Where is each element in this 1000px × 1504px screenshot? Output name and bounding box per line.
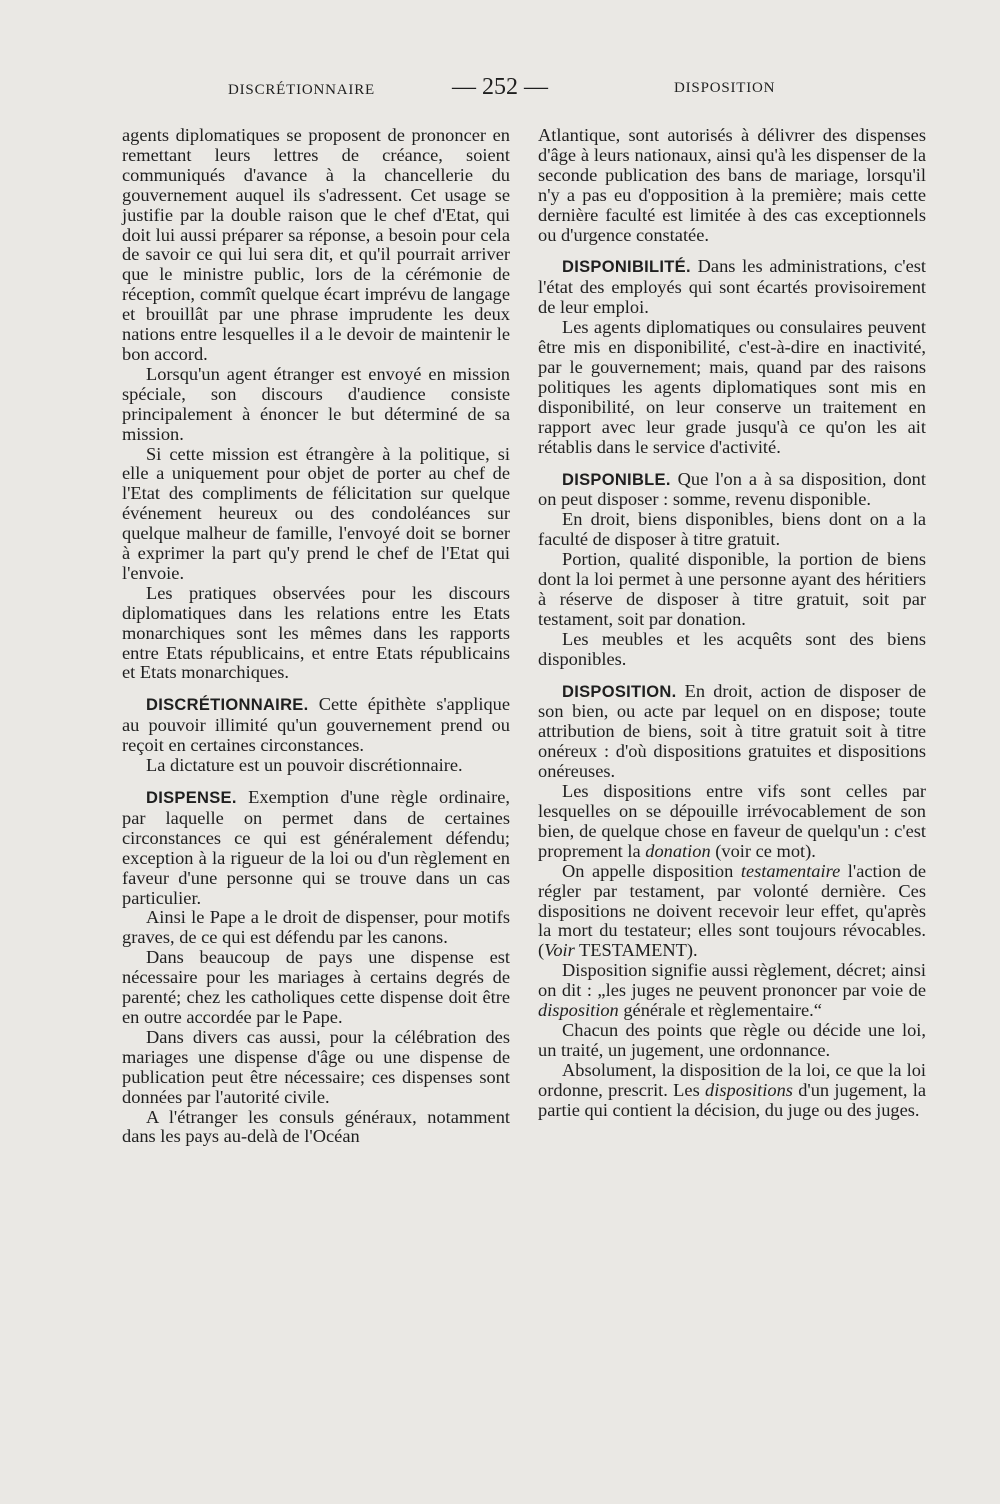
paragraph: Dans divers cas aussi, pour la célébration des mariages une dispense d'âge ou une dispense de publication peut être nécessaire; ces dispenses sont données par l'autorité civile.: [122, 1026, 510, 1107]
entry-text: En droit, action de disposer de son bien, ou acte par lequel on en dispose; toute attribution de biens, soit à titre gratuit soit à titre onéreux : d'où dispositions gratuites et dispositions onéreuses.: [538, 680, 926, 782]
page-number: — 252 —: [452, 74, 548, 100]
paragraph: Les meubles et les acquêts sont des biens disponibles.: [538, 628, 926, 669]
header-right-word: DISPOSITION: [674, 80, 776, 96]
paragraph: Ainsi le Pape a le droit de dispenser, pour motifs graves, de ce qui est défendu par les canons.: [122, 907, 510, 948]
paragraph: Chacun des points que règle ou décide une loi, un traité, un jugement, une ordonnance.: [538, 1019, 926, 1060]
headword: DISPENSE.: [146, 789, 237, 807]
paragraph: La dictature est un pouvoir discrétionnaire.: [146, 755, 463, 776]
entry-disponibilite: [538, 257, 926, 318]
entry-text: Que l'on a à sa disposition, dont on peut disposer : somme, revenu disponible.: [538, 468, 926, 510]
text-run: d'un jugement, la partie qui contient la décision, du juge ou des juges.: [538, 1079, 926, 1120]
entry-dispense: [122, 788, 510, 908]
entry-text: Cette épithète s'applique au pouvoir illimité qu'un gouvernement prend ou reçoit en certaines circonstances.: [122, 694, 510, 756]
italic-term: Voir: [544, 940, 575, 961]
paragraph: Atlantique, sont autorisés à délivrer des dispenses d'âge à leurs nationaux, ainsi qu'à les dispenser de la seconde publication des bans de mariage, lorsqu'il n'y a pas eu d'opposition à la première; mais cette dernière faculté est limitée à des cas exceptionnels ou d'urgence constatée.: [538, 125, 926, 245]
paragraph: A l'étranger les consuls généraux, notamment dans les pays au-delà de l'Océan: [122, 1106, 510, 1147]
italic-term: disposition: [538, 1000, 619, 1021]
right-column: [538, 126, 926, 1121]
headword: DISPOSITION.: [562, 682, 677, 701]
italic-term: dispositions: [705, 1079, 793, 1100]
text-run: Les dispositions entre vifs sont celles par lesquelles on se dépouille irrévocablement de son bien, de quelque chose en faveur de quelqu'un : c'est proprement la: [538, 781, 926, 861]
headword: DISPONIBILITÉ.: [562, 258, 691, 277]
paragraph: Portion, qualité disponible, la portion de biens dont la loi permet à une personne ayant des héritiers à réserve de disposer à titre gratuit, soit par testament, soit par donation.: [538, 549, 926, 629]
paragraph: Les pratiques observées pour les discours diplomatiques dans les relations entre les Etats monarchiques sont les mêmes dans les rapports entre Etats républicains, et entre Etats républicains et Etats monarchiques.: [122, 582, 510, 683]
paragraph: Si cette mission est étrangère à la politique, si elle a uniquement pour objet de porter au chef de l'Etat des compliments de félicitation sur quelque événement heureux ou des condoléances sur quelque malheur de famille, l'envoyé doit se borner à exprimer la part qu'y prend le chef de l'Etat qui l'envoie.: [122, 443, 510, 583]
paragraph: En droit, biens disponibles, biens dont on a la faculté de disposer à titre gratuit.: [538, 509, 926, 550]
entry-text: Dans les administrations, c'est l'état des employés qui sont écartés provisoirement de leur emploi.: [538, 256, 926, 318]
text-run: générale et règlementaire.“: [618, 1000, 822, 1021]
text-run: (voir ce mot).: [710, 840, 816, 861]
header-left-word: DISCRÉTIONNAIRE: [228, 82, 375, 98]
text-run: On appelle disposition: [562, 860, 741, 881]
entry-text: Exemption d'une règle ordinaire, par laquelle on permet dans de certaines circonstances ce qui est généralement défendu; exception à la rigueur de la loi ou d'un règlement en faveur d'une personne qui se trouve dans un cas particulier.: [122, 787, 510, 908]
italic-term: donation: [645, 840, 711, 861]
text-run: l'action de régler par testament, par volonté dernière. Ces dispositions ne doivent recevoir leur effet, qu'après la mort du testateur; elles sont toujours révocables. (: [538, 860, 926, 961]
headword: DISCRÉTIONNAIRE.: [146, 696, 309, 715]
running-header: [0, 74, 1000, 104]
paragraph: [538, 961, 926, 1021]
headword: DISPONIBLE.: [562, 470, 671, 489]
entry-disponible: [538, 470, 926, 511]
entry-disposition: [538, 682, 926, 783]
text-run: Absolument, la disposition de la loi, ce que la loi ordonne, prescrit. Les: [538, 1059, 926, 1100]
paragraph: Dans beaucoup de pays une dispense est nécessaire pour les mariages à certains degrés de parenté; chez les catholiques cette dispense doit être en outre accordée par le Pape.: [122, 947, 510, 1027]
paragraph: [538, 862, 926, 962]
paragraph: agents diplomatiques se proposent de prononcer en remettant leurs lettres de créance, soient communiqués d'avance à la chancellerie du gouvernement auquel ils s'adressent. Cet usage se justifie par la double raison que le chef d'Etat, qui doit lui aussi préparer sa réponse, a besoin pour cela de savoir ce qui lui sera dit, et qu'il pourrait arriver que le ministre public, lors de la cérémonie de réception, commît quelque écart imprévu de langage et brouillât par une phrase imprudente les deux nations entre lesquelles il a le devoir de maintenir le bon accord.: [122, 125, 510, 364]
paragraph: Lorsqu'un agent étranger est envoyé en mission spéciale, son discours d'audience consiste principalement à énoncer le but déterminé de sa mission.: [122, 363, 510, 444]
paragraph: [538, 1061, 926, 1121]
paragraph: Les agents diplomatiques ou consulaires peuvent être mis en disponibilité, c'est-à-dire en inactivité, par le gouvernement; mais, quand par des raisons politiques les agents diplomatiques sont mis en disponibilité, on leur conserve un traitement en rapport avec leur grade jusqu'à ce qu'on les ait rétablis dans le service d'activité.: [538, 317, 926, 457]
left-column: [122, 126, 510, 1147]
text-run: Disposition signifie aussi règlement, décret; ainsi on dit : „les juges ne peuvent prononcer par voie de: [538, 960, 926, 1001]
italic-term: testamentaire: [740, 860, 841, 881]
entry-discretionnaire: [122, 695, 510, 756]
paragraph: [538, 782, 926, 862]
text-run: TESTAMENT).: [574, 940, 698, 961]
